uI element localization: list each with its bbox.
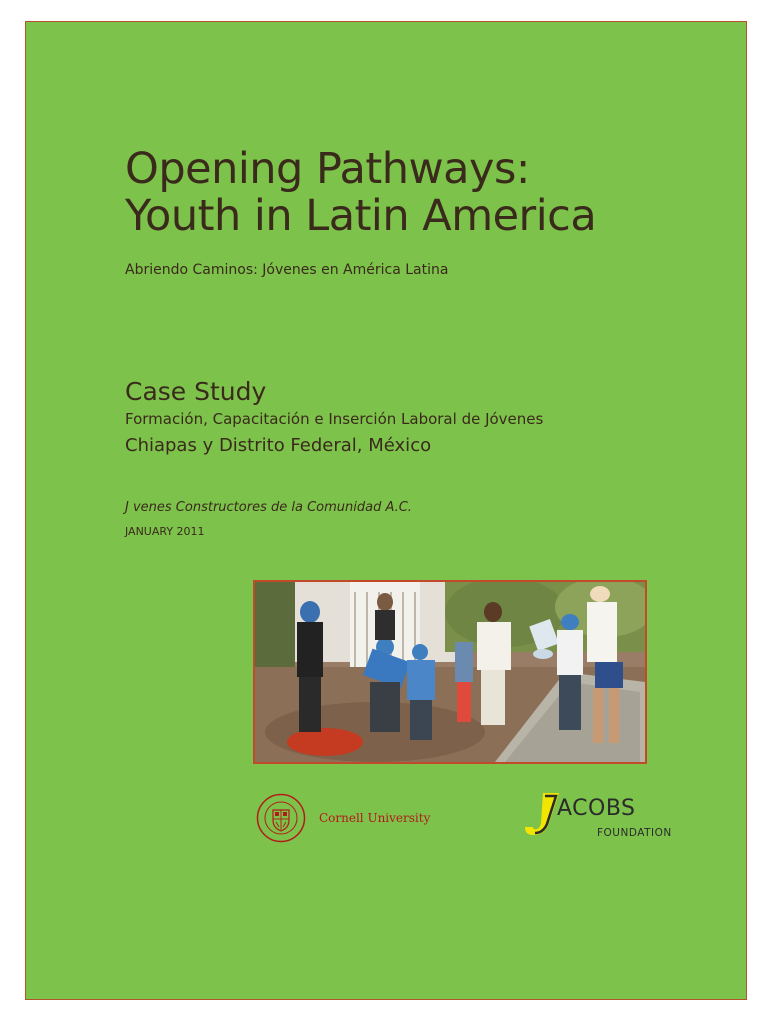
case-study-heading: Case Study: [125, 377, 267, 406]
case-study-location: Chiapas y Distrito Federal, México: [125, 435, 432, 456]
cover-page: [25, 21, 747, 1000]
page-title: [125, 146, 596, 240]
construction-workers-photo: [255, 582, 645, 762]
publication-date: JANUARY 2011: [125, 525, 205, 538]
cover-photo: [253, 580, 647, 764]
title-line-2: Youth in Latin America: [125, 191, 597, 241]
case-study-subtitle: Formación, Capacitación e Inserción Laboral de Jóvenes: [125, 410, 544, 428]
cornell-university-logo-text: Cornell University: [319, 811, 431, 825]
title-line-1: Opening Pathways:: [125, 144, 530, 194]
subtitle: Abriendo Caminos: Jóvenes en América Latina: [125, 262, 449, 278]
organization-name: J venes Constructores de la Comunidad A.C.: [125, 500, 412, 515]
jacobs-logo-subtext: FOUNDATION: [597, 827, 672, 839]
cornell-seal-icon: [256, 793, 306, 843]
jacobs-logo-text: ACOBS: [557, 796, 636, 821]
